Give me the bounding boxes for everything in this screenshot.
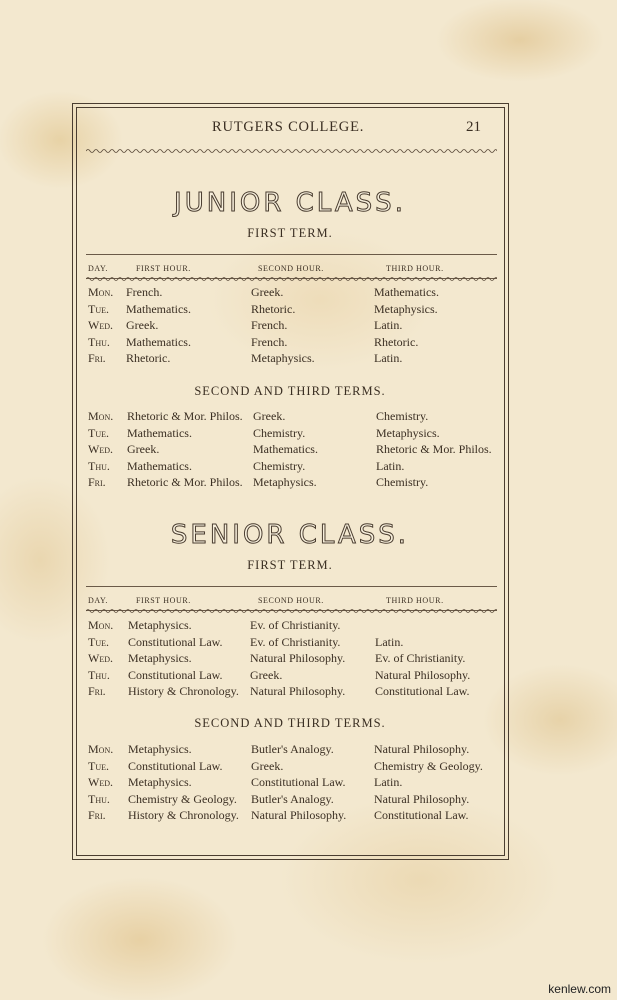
- timetable-cell: Latin.: [376, 458, 405, 473]
- timetable-cell: Mathematics.: [127, 458, 192, 473]
- junior-table-top-rule: [86, 254, 497, 255]
- timetable-cell: Ev. of Christianity.: [375, 651, 466, 666]
- junior-column-wavy-rule: [86, 276, 497, 282]
- timetable-cell: Natural Philosophy.: [250, 651, 346, 666]
- timetable-cell: Greek.: [253, 409, 286, 423]
- junior-first-term-heading: FIRST TERM.: [247, 226, 333, 240]
- timetable-cell: Mathematics.: [374, 285, 439, 299]
- timetable-cell: History & Chronology.: [128, 808, 239, 823]
- timetable-cell: Chemistry.: [376, 409, 429, 423]
- senior-col-first-hour: FIRST HOUR.: [136, 596, 191, 605]
- timetable-cell: Natural Philosophy.: [251, 808, 347, 823]
- header-wavy-rule: [86, 148, 497, 154]
- timetable-cell: Mathematics.: [127, 425, 192, 440]
- timetable-cell: Greek.: [250, 667, 283, 682]
- senior-class-title: SENIOR CLASS.: [170, 520, 410, 550]
- timetable-cell: Metaphysics.: [128, 742, 192, 756]
- timetable-day: Mon.: [88, 409, 114, 423]
- timetable-day: Wed.: [88, 651, 113, 666]
- timetable-day: Tue.: [88, 634, 109, 649]
- timetable-day: Wed.: [88, 775, 113, 790]
- timetable-cell: Rhetoric & Mor. Philos.: [127, 409, 243, 423]
- senior-second-third-heading: SECOND AND THIRD TERMS.: [194, 716, 386, 730]
- timetable-cell: Ev. of Christianity.: [250, 618, 341, 632]
- timetable-cell: Metaphysics.: [374, 301, 438, 316]
- timetable-cell: Natural Philosophy.: [250, 684, 346, 699]
- timetable-cell: Metaphysics.: [376, 425, 440, 440]
- junior-second-third-heading: SECOND AND THIRD TERMS.: [194, 384, 386, 398]
- timetable-cell: Metaphysics.: [128, 775, 192, 790]
- timetable-cell: Constitutional Law.: [128, 667, 223, 682]
- timetable-cell: History & Chronology.: [128, 684, 239, 699]
- timetable-cell: Chemistry.: [253, 458, 306, 473]
- timetable-cell: Latin.: [374, 318, 403, 333]
- timetable-cell: Ev. of Christianity.: [250, 634, 341, 649]
- timetable-cell: Constitutional Law.: [375, 684, 470, 699]
- timetable-day: Fri.: [88, 684, 106, 699]
- timetable-cell: French.: [126, 285, 163, 299]
- junior-col-third-hour: THIRD HOUR.: [386, 264, 444, 273]
- senior-col-second-hour: SECOND HOUR.: [258, 596, 324, 605]
- timetable-day: Wed.: [88, 442, 113, 457]
- timetable-cell: Chemistry & Geology.: [128, 791, 237, 806]
- timetable-cell: Metaphysics.: [128, 618, 192, 632]
- timetable-day: Mon.: [88, 285, 114, 299]
- timetable-cell: French.: [251, 334, 288, 349]
- timetable-day: Mon.: [88, 742, 114, 756]
- timetable-day: Mon.: [88, 618, 114, 632]
- timetable-day: Fri.: [88, 808, 106, 823]
- timetable-day: Thu.: [88, 667, 110, 682]
- timetable-cell: Metaphysics.: [128, 651, 192, 666]
- timetable-cell: Latin.: [374, 351, 403, 366]
- timetable-cell: Chemistry.: [376, 475, 429, 490]
- junior-col-second-hour: SECOND HOUR.: [258, 264, 324, 273]
- senior-column-wavy-rule: [86, 608, 497, 614]
- timetable-cell: Greek.: [126, 318, 159, 333]
- timetable-cell: Greek.: [251, 758, 284, 773]
- timetable-day: Thu.: [88, 458, 110, 473]
- timetable-cell: French.: [251, 318, 288, 333]
- timetable-cell: Constitutional Law.: [128, 634, 223, 649]
- timetable-cell: Mathematics.: [253, 442, 318, 457]
- junior-col-day: DAY.: [88, 264, 108, 273]
- senior-col-third-hour: THIRD HOUR.: [386, 596, 444, 605]
- timetable-cell: Mathematics.: [126, 334, 191, 349]
- timetable-day: Thu.: [88, 334, 110, 349]
- timetable-cell: Rhetoric.: [374, 334, 419, 349]
- timetable-cell: Greek.: [127, 442, 160, 457]
- timetable-cell: Latin.: [375, 634, 404, 649]
- timetable-cell: Chemistry & Geology.: [374, 758, 483, 773]
- timetable-cell: Rhetoric & Mor. Philos.: [127, 475, 243, 490]
- timetable-cell: Rhetoric.: [126, 351, 171, 366]
- running-head: RUTGERS COLLEGE.: [212, 119, 365, 135]
- senior-first-term-heading: FIRST TERM.: [247, 558, 333, 572]
- junior-col-first-hour: FIRST HOUR.: [136, 264, 191, 273]
- timetable-cell: Natural Philosophy.: [374, 742, 470, 756]
- timetable-cell: Latin.: [374, 775, 403, 790]
- timetable-cell: Metaphysics.: [251, 351, 315, 366]
- timetable-day: Tue.: [88, 301, 109, 316]
- timetable-day: Tue.: [88, 425, 109, 440]
- timetable-day: Wed.: [88, 318, 113, 333]
- timetable-cell: Butler's Analogy.: [251, 742, 334, 756]
- senior-table-top-rule: [86, 586, 497, 587]
- timetable-cell: Natural Philosophy.: [374, 791, 470, 806]
- timetable-cell: Mathematics.: [126, 301, 191, 316]
- timetable-cell: Constitutional Law.: [374, 808, 469, 823]
- timetable-cell: Constitutional Law.: [128, 758, 223, 773]
- timetable-cell: Chemistry.: [253, 425, 306, 440]
- timetable-cell: Butler's Analogy.: [251, 791, 334, 806]
- timetable-day: Fri.: [88, 351, 106, 366]
- timetable-cell: Rhetoric.: [251, 301, 296, 316]
- junior-class-title: JUNIOR CLASS.: [174, 188, 406, 218]
- timetable-cell: Constitutional Law.: [251, 775, 346, 790]
- timetable-day: Fri.: [88, 475, 106, 490]
- timetable-cell: Metaphysics.: [253, 475, 317, 490]
- timetable-cell: Rhetoric & Mor. Philos.: [376, 442, 492, 457]
- timetable-cell: Natural Philosophy.: [375, 667, 471, 682]
- timetable-day: Tue.: [88, 758, 109, 773]
- senior-col-day: DAY.: [88, 596, 108, 605]
- watermark: kenlew.com: [548, 982, 611, 996]
- page-number: 21: [466, 119, 481, 135]
- timetable-cell: Greek.: [251, 285, 284, 299]
- timetable-day: Thu.: [88, 791, 110, 806]
